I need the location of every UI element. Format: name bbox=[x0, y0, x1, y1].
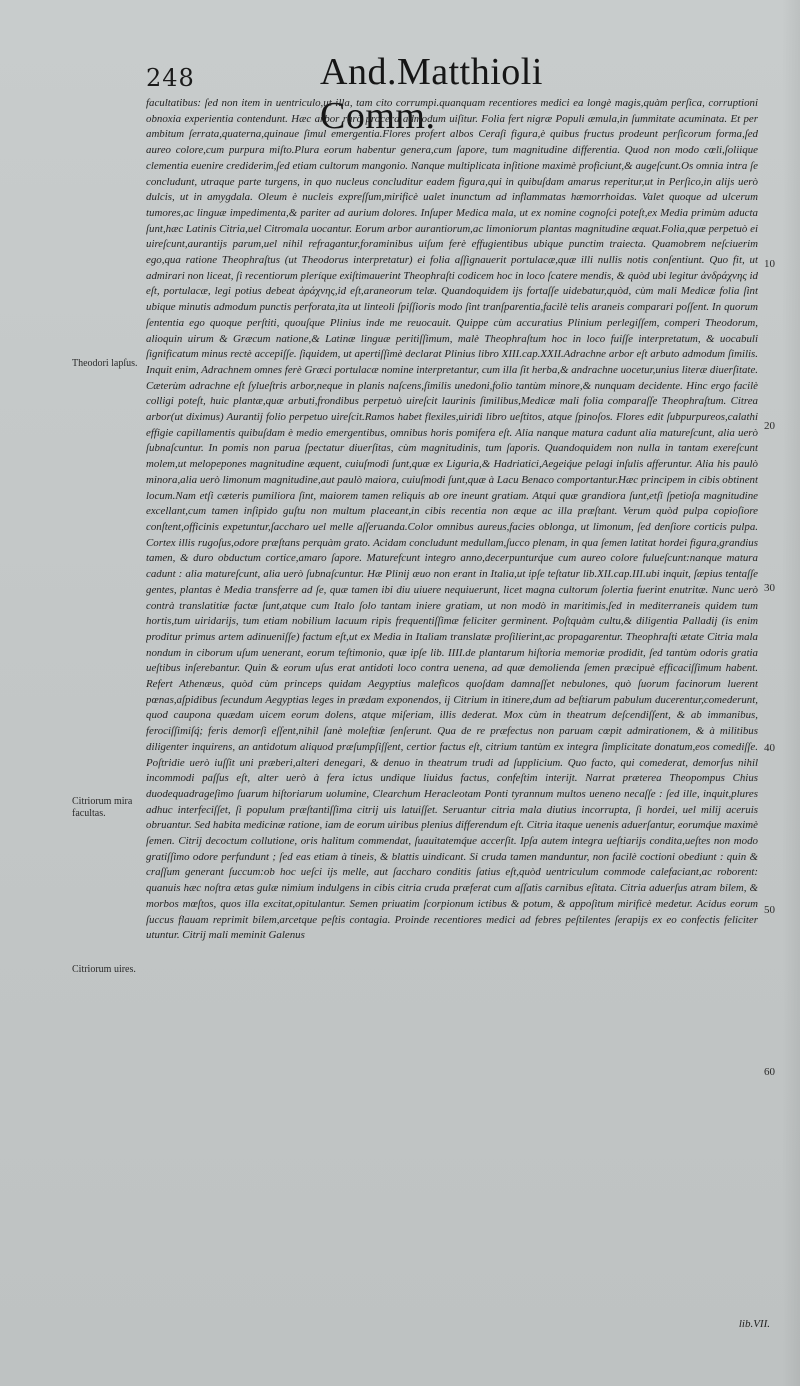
page-number: 248 bbox=[146, 64, 195, 92]
page-header bbox=[140, 50, 660, 137]
margin-note-citriorum-facultas: Citriorum mira facultas. bbox=[72, 796, 133, 819]
line-number-20: 20 bbox=[764, 420, 775, 432]
margin-note-citriorum-uires: Citriorum uires. bbox=[72, 964, 136, 975]
line-number-40: 40 bbox=[764, 742, 775, 754]
margin-note-theodori: Theodori lapſus. bbox=[72, 358, 138, 369]
page-edge-shade bbox=[782, 0, 800, 1386]
line-number-50: 50 bbox=[764, 904, 775, 916]
body-paragraph: facultatibus: ſed non item in uentriculo,ut illa, tam cito corrumpi.quanquam recentiores medici ea longè magis,quàm perſica, corruptioni obnoxia experientia contendunt. Hæc arbor rarò procera admodum uiſitur. Folia fert nigræ Populi æmula,in ſummitate acuminata. Et per ambitum ſerrata,quaterna,quinaue ſimul emergentia.Flores profert albos Ceraſi figura,è quibus fructus prodeunt perſicorum forma,ſed aureo colore,cum purpura miſto.Plura eorum habentur genera,cum ſapore, tum magnitudine differentia. Quod non modo cœli,ſoliique clementia euenire crediderim,ſed etiam cultorum mangonio. Nanque multiplicata inſitione maximè proficiunt,& augeſcunt.Os omnia intra ſe concludunt, utraque parte turgens, in quo nucleus concluditur eadem figura,qui in quibuſdam amarus reperitur,ut in Perſico,in alijs uerò dulcis, ut in amygdala. Oleum è nucleis expreſſum,mirificè ualet inunctum ad inflammatas hæmorrhoidas. Valet quoque ad ulcerum tumores,ac linguæ impedimenta,& pariter ad aurium dolores. Inſuper Medica mala, ut ex nomine cognoſci poteſt,ex Media primùm aducta ſunt,hæc Latinis Citria,uel Citromala uocantur. Eorum arbor aurantiorum,ac limoniorum plantas magnitudine æquat.Folia,quæ perpetuò ei uireſcunt,aurantijs parum,uel nihil refragantur,foraminibus uiſum ferè effugientibus ubique punctim traiecta. Quamobrem neſciuerim ego,qua ratione Theophraſtus (ut Theodorus interpretatur) ei folia aſſignauerit portulacæ,quæ illi nullis notis conſentiunt. Quo fit, ut admirari non liceat, ſi recentiorum pleríque exiſtimauerint Theophraſti codicem hoc in loco ſcatere mendis, & quòd ubi legitur ἀνδράχνης id eſt, portulacæ, legi potius debeat ἀράχνης,id eſt,araneorum telæ. Quandoquidem ijs fortaſſe uidebatur,quòd, cùm mali Medicæ folia ſint ubique minutis admodum punctis perforata,ita ut linteoli ſpiſſioris modo ſint tranſparentia,facilè telis araneis comparari poſſent. In quorum ſententia ego quoque perſtiti, quouſque Plinius inde me reuocauit. Quippe cùm accuratius Plinium perlegiſſem, comperi Theodorum, alioquin uirum & Græcum natione,& Latinæ linguæ peritiſſimum, malè Theophraſtum hoc in loco fuiſſe interpretatum, & uocabuli ſignificatum minus rectè accepiſſe. ſiquidem, ut apertiſſimè declarat Plinius libro XIII.cap.XXII.Adrachne arbor eſt arbuto admodum ſimilis. Inquit enim, Adrachnem omnes ferè Græci portulacæ nomine interpretantur, cum illa ſit herba,& andrachne uocetur,unius literæ diuerſitate. Cæterùm adrachne eſt ſylueſtris arbor,neque in planis naſcens,ſimilis unedoni,folio tantùm minore,& nunquam decidente. Hinc ergo facilè colligi poteſt, huic plantæ,quæ arbuti,frondibus perpetuò uireſcit laurinis ſimilibus,Medicæ mali folia comparaſſe Theophraſtum. Citrea arbor(ut diximus) Aurantij folio perpetuo uireſcit.Ramos habet flexiles,uiridi libro ueſtitos, atque ſpinoſos. Flores edit ſubpurpureos,calathi effigie capillamentis quibuſdam è medio emergentibus, omnibus horis pomifera eſt. Alia nanque matura cadunt alia matureſcunt, alia uerò ſubnaſcuntur. In pomis non parua ſpectatur diuerſitas, cùm magnitudinis, tum ſaporis. Quandoquidem non nulla in tantam exereſcunt molem,ut melopepones magnitudine æquent, cuiuſmodi ſunt,quæ ex Liguria,& Hadriatici,Aegeiq́ue pelagi inſulis afferuntur. Alia his paulò minora,alia uerò limonum magnitudine,aut paulò maiora, cuiuſmodi ſunt,quæ à Lacu Benaco comportantur.Hæc principem in cibis obtinent locum.Nam etſi cæteris pumiliora ſint, maiorem tamen reliquis ab ore ineunt gratiam. Atqui quæ grandiora ſunt,etſi ſpetioſa magnitudine excellant,cum tamen inſipido guſtu non multum placeant,in cibis recentia non æque ac illa præſtant. Verum quòd pulpa copioſiore conſtent,officinis expetuntur,ſaccharo uel melle aſſeruanda.Color omnibus aureus,facies oblonga, ut limonum, ſed denſiore corticis pulpa. Cortex illis rugoſus,odore præſtans perquàm grato. Acidam concludunt medullam,ſucco plenam, in qua ſemen latitat hordei figura,grandius tamen, & duro obductum cortice,amaro ſapore. Maturefcunt integro anno,decerpunturq́ue cum aureo colore fulueſcunt:nanque matura cadunt : alia matureſcunt, alia uerò ſubnaſcuntur. Hæ Plinij æuo non erant in Italia,ut ipſe teſtatur lib.XII.cap.III.ubi inquit, ſæpius tentaſſe gentes, plantas è Media transferre ad ſe, quæ tamen ibi diu uiuere nequiuerunt, licet magna cultorum ſolertia fuerint enutritæ. Nunc uerò contrà translatitiæ factæ ſunt,atque cum Italo ſolo tantam iniere gratiam, ut non modò in maritimis,ſed in mediterraneis quidem tum hortis,tum uiridarijs, tum etiam nobilium lacuum ripis frequentiſſimæ feliciter germinent. Poſtquàm cultu,& diligentia Palladij (is enim proditur primus artem adinueniſſe) factum eſt,ut ex Media in Italiam translatæ proſilierint,ac propagarentur. Theophraſti ætate Citria mala nondum in ciborum uſum uenerant, eorum teſtimonio, quæ ipſe lib. IIII.de plantarum hiſtoria memoriæ prodidit, ſed tantùm odoris gratia ueſtibus inſerebantur. Quin & eorum uſus erat antidoti loco contra uenena, ad quæ demolienda ſemen præcipuè efficaciſſimum habent. Refert Athenæus, quòd cùm princeps quidam Aegyptius maleficos quoſdam damnaſſet nebulones, quò ſuorum facinorum luerent pœnas,aſpidibus ſecundum Aegyptias leges in prædam exponendos, ij Citrium in itinere,dum ad beſtiarum pabulum ducerentur,comederunt, quod caupona quædam uicem eorum dolens, atque miſeriam, illis dederat. Mox cùm in theatrum deſcendiſſent, & ab immanibus, ferociſſimiſq́; feris demorſi eſſent,nihil ſanè moleſtiæ ſenſerunt. Qua de re præfectus non paruam cœpit admirationem, & à militibus diligenter inquirens, an antidotum aliquod præſumpſiſſent, certior factus eſt, citrium tantùm ex integra ſimplicitate donatum,eos comediſſe. Poſtridie uerò iuſſit uni præberi,alteri denegari, & denuo in theatrum trudi ad ſupplicium. Quo facto, qui comederat, demorſus nihil incommodi paſſus eſt, alter uerò à fera ictus undique liuidus factus, confeſtim interijt. Narrat præterea Theopompus Chius duodequadrageſimo ſuarum hiſtoriarum uolumine, Clearchum Heracleotam Ponti tyrannum multos ueneno necaſſe : ſed ille, inquit,plures adhuc interfeciſſet, ſi populum præſtantiſſima citrij uis latuiſſet. Seruantur citria mala diutius incorrupta, ſi hordei, uel milij aceruis obruantur. Sed habita medicinæ ratione, iam de eorum uiribus plenius differendum eſt. Citria itaque uenenis aduerſantur, eorumq́ue maximè ſemen. Citrij decoctum collutione, oris halitum commendat, ſuauitatemq́ue accerſit. Ipſa autem integra ueſtiarijs condita,ueſtes non modo gratiſſimo odore perfundunt ; ſed eas etiam à tineis, & blattis uindicant. Si cruda tamen manduntur, non facilè coctioni obediunt : quin & craſſum generant ſuccum:ob hoc ueſci ijs melle, aut ſaccharo conditis ſatius eſt,quòd uentriculum commode calefaciant,ac roborent: quanuis hæc noſtra ætas gulæ nimium indulgens in cibis citria cruda præferat cum aſſatis carnibus eſitata. Citria aduerſus atram bilem, & morbos mœſtos, quos illa excitat,opitulantur. Semen priuatim ſcorpionum ictibus & potum, & appoſitum mirificè medetur. Acidus eorum ſuccus flauam reprimit bilem,arcetque peſtis contagia. Proinde recentiores medici ad febres peſtilentes ſerapijs ex eo confectis feliciter utuntur. Citrij mali meminit Galenus bbox=[146, 97, 758, 942]
running-title: And.Matthioli Comm. bbox=[320, 51, 543, 137]
line-number-30: 30 bbox=[764, 582, 775, 594]
body-text bbox=[146, 96, 758, 1320]
line-number-10: 10 bbox=[764, 258, 775, 270]
line-number-60: 60 bbox=[764, 1066, 775, 1078]
catchword: lib.VII. bbox=[738, 1318, 770, 1330]
